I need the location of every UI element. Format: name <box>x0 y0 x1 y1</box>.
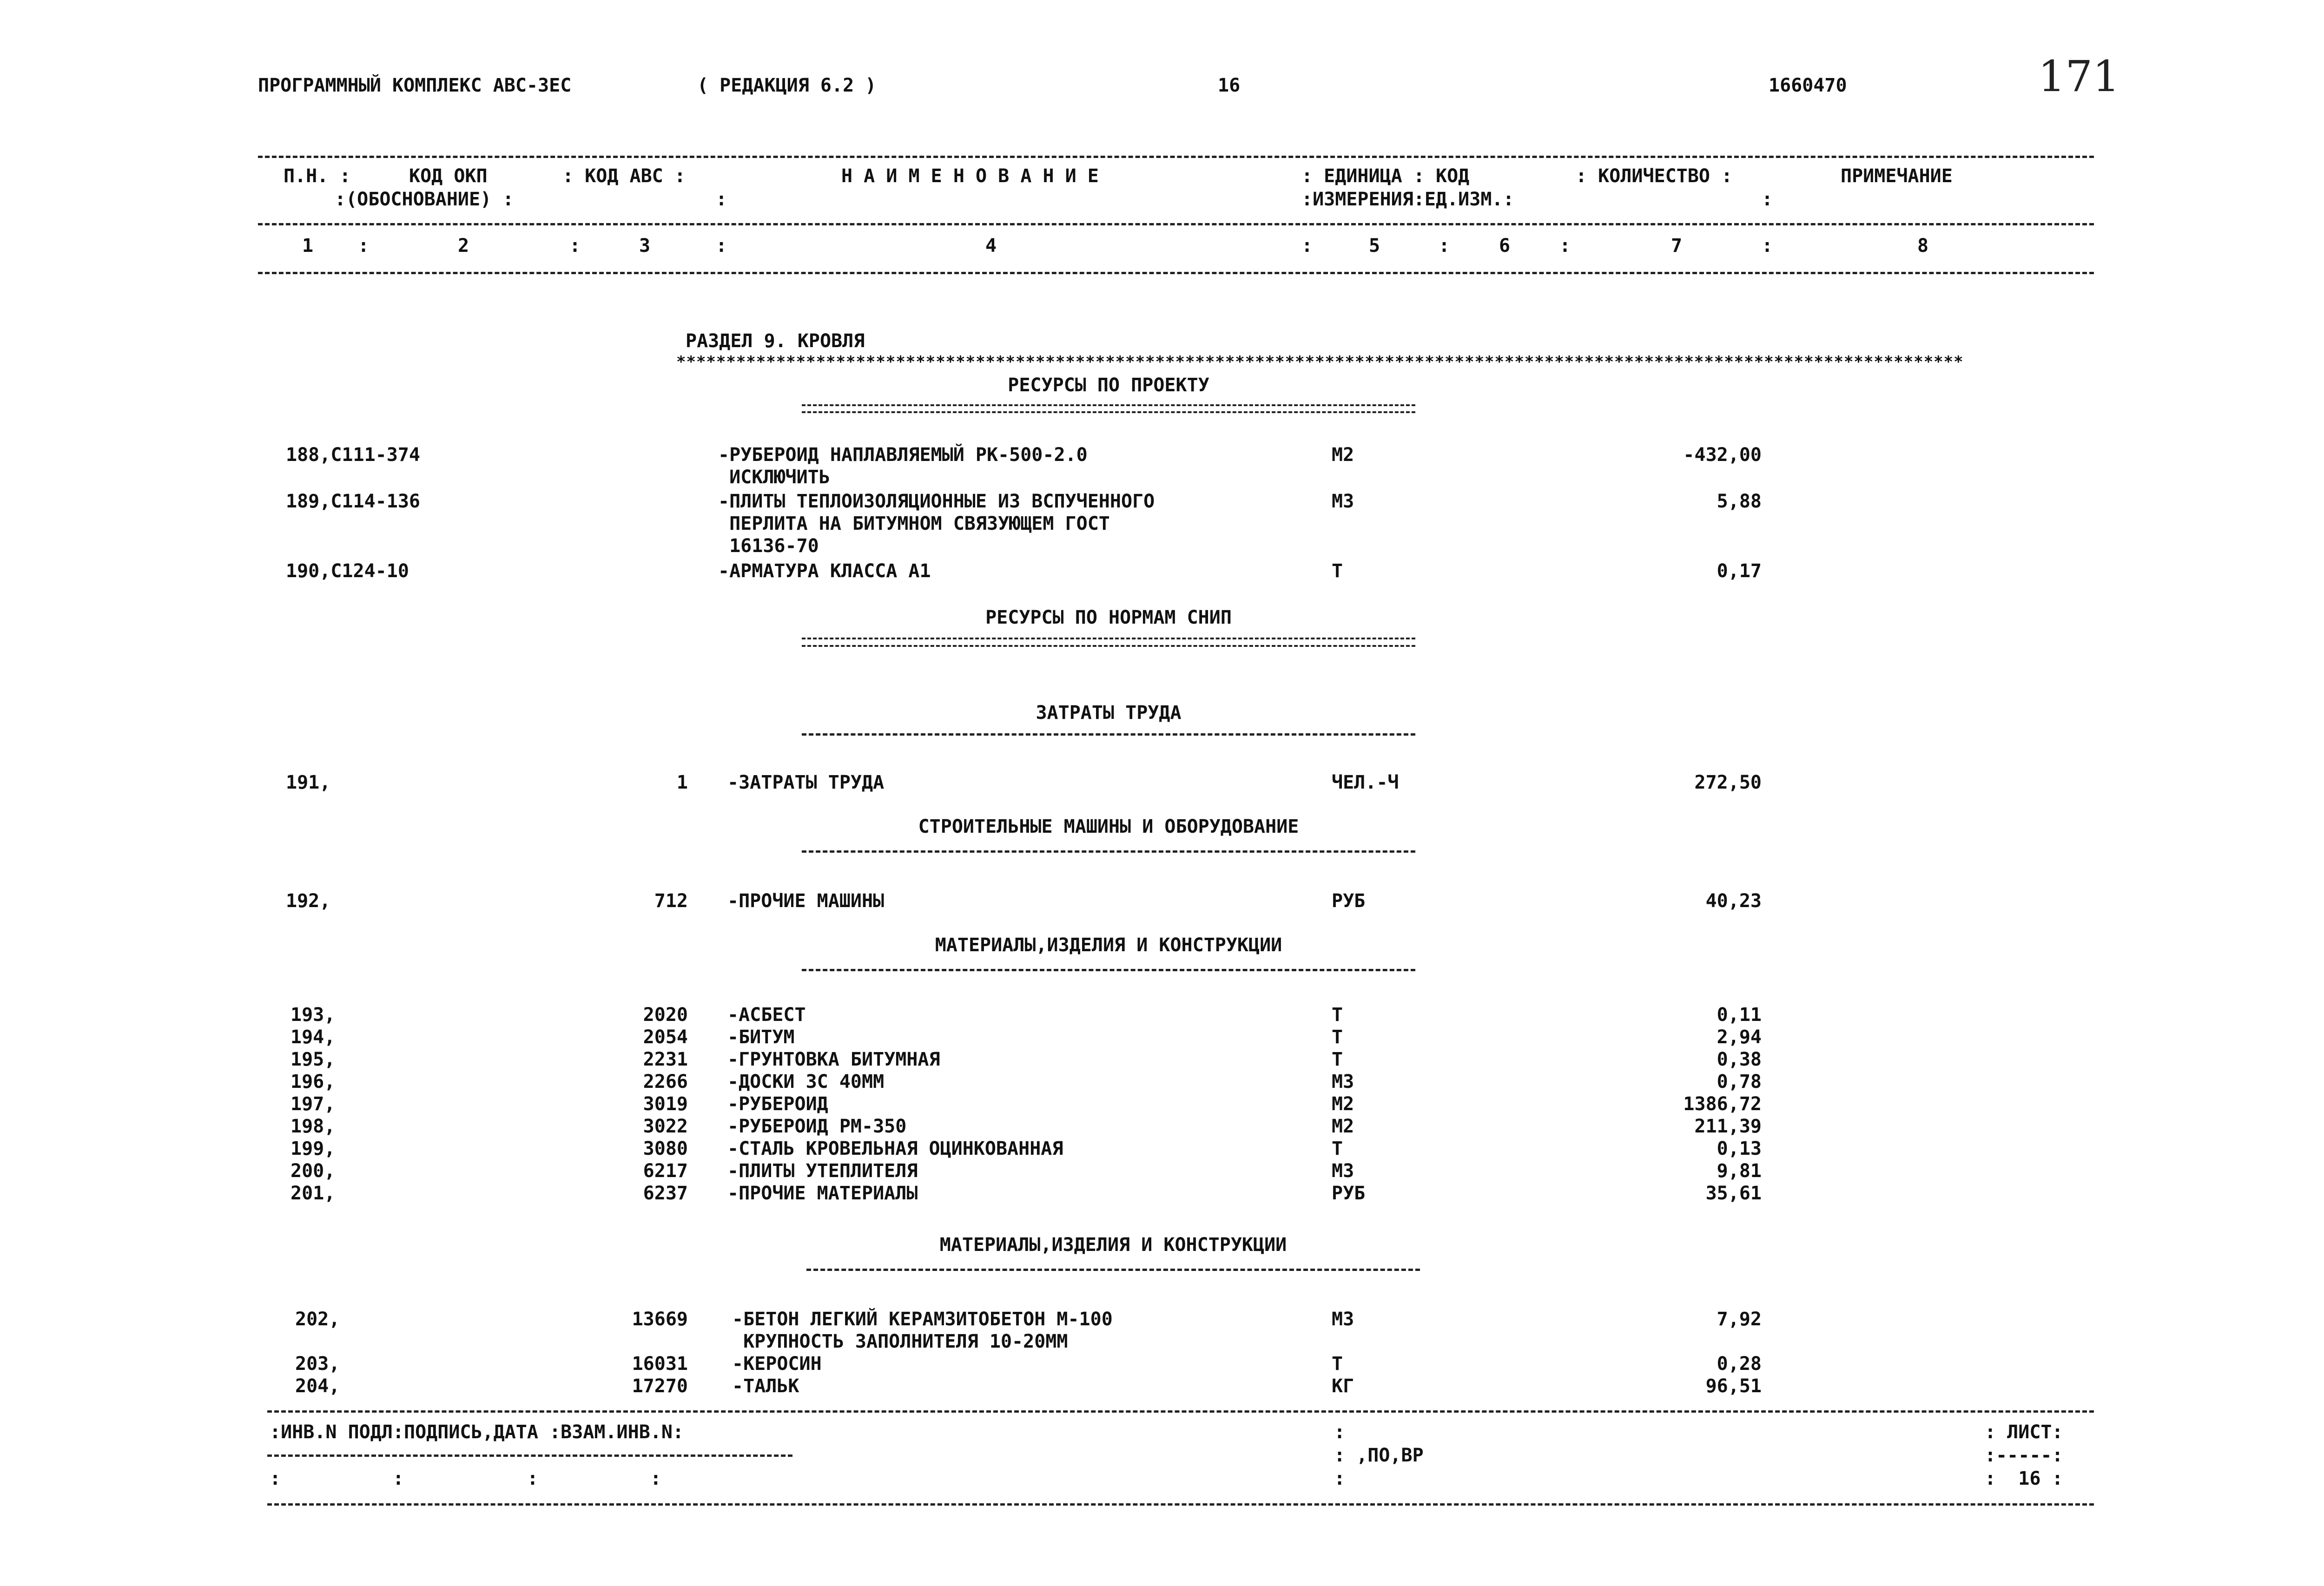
heading-underline <box>802 638 1415 639</box>
col-number-4: 4 <box>985 235 997 257</box>
row-quantity: 211,39 <box>1694 1116 1762 1137</box>
signature-block-rule <box>267 1454 792 1457</box>
row-position: 196, <box>290 1071 336 1092</box>
row-name: -ПРОЧИЕ МАШИНЫ <box>727 890 885 912</box>
stamp-center-text: : ,ПО,ВР <box>1334 1445 1424 1466</box>
resources-norms-heading: РЕСУРСЫ ПО НОРМАМ СНИП <box>985 607 1232 628</box>
row-name-cont: КРУПНОСТЬ ЗАПОЛНИТЕЛЯ 10-20ММ <box>732 1331 1068 1352</box>
row-quantity: 9,81 <box>1717 1160 1762 1182</box>
row-name-cont: ПЕРЛИТА НА БИТУМНОМ СВЯЗУЮЩЕМ ГОСТ <box>718 513 1110 534</box>
header-col-unit-code: :ИЗМЕРЕНИЯ:ЕД.ИЗМ.: <box>1301 189 1514 210</box>
row-name: -РУБЕРОИД <box>727 1093 828 1115</box>
header-col-pn: П.Н. : <box>284 165 351 187</box>
row-name-cont: ИСКЛЮЧИТЬ <box>718 467 830 488</box>
row-name: -ПЛИТЫ УТЕПЛИТЕЛЯ <box>727 1160 918 1182</box>
header-col-unit: : ЕДИНИЦА : КОД <box>1301 165 1470 187</box>
row-quantity: 0,11 <box>1717 1004 1762 1026</box>
row-unit: М2 <box>1332 444 1354 466</box>
row-unit: М3 <box>1332 1071 1354 1092</box>
row-name: -ПЛИТЫ ТЕПЛОИЗОЛЯЦИОННЫЕ ИЗ ВСПУЧЕННОГО <box>718 491 1155 512</box>
row-name: -АРМАТУРА КЛАССА А1 <box>718 560 931 582</box>
document-code: 1660470 <box>1769 75 1847 96</box>
section-title: РАЗДЕЛ 9. КРОВЛЯ <box>686 330 865 352</box>
row-unit: М2 <box>1332 1116 1354 1137</box>
row-position: 195, <box>290 1049 336 1070</box>
row-abc-code: 3019 <box>643 1093 688 1115</box>
page-number: 16 <box>1218 75 1241 96</box>
row-unit: ЧЕЛ.-Ч <box>1332 772 1399 793</box>
row-name: -РУБЕРОИД НАПЛАВЛЯЕМЫЙ РК-500-2.0 <box>718 444 1088 466</box>
handwritten-sheet-number: 171 <box>2038 52 2120 101</box>
footer-bottom-rule <box>267 1503 2094 1506</box>
row-quantity: 0,13 <box>1717 1138 1762 1159</box>
row-unit: Т <box>1332 1353 1343 1375</box>
row-quantity: -432,00 <box>1683 444 1762 466</box>
row-quantity: 1386,72 <box>1683 1093 1762 1115</box>
program-title: ПРОГРАММНЫЙ КОМПЛЕКС АВС-3ЕС <box>258 75 572 96</box>
sheet-number: : 16 : <box>1985 1468 2063 1489</box>
row-abc-code: 17270 <box>632 1375 688 1397</box>
col-number-6: 6 <box>1499 235 1511 257</box>
col-separator: : <box>1301 235 1313 257</box>
row-position: 203, <box>295 1353 340 1375</box>
col-separator: : <box>358 235 370 257</box>
row-position: 198, <box>290 1116 336 1137</box>
table-top-rule <box>258 156 2094 158</box>
heading-underline <box>802 645 1415 647</box>
row-position: 188,С111-374 <box>286 444 420 466</box>
row-name: -ПРОЧИЕ МАТЕРИАЛЫ <box>727 1183 918 1204</box>
row-abc-code: 1 <box>676 772 688 793</box>
header-col-abc: : КОД АВС : <box>562 165 686 187</box>
row-abc-code: 2231 <box>643 1049 688 1070</box>
row-position: 189,С114-136 <box>286 491 420 512</box>
row-name: -ГРУНТОВКА БИТУМНАЯ <box>727 1049 940 1070</box>
edition-label: ( РЕДАКЦИЯ 6.2 ) <box>697 75 877 96</box>
header-col-okp-basis: :(ОБОСНОВАНИЕ) : <box>335 189 514 210</box>
row-name: -СТАЛЬ КРОВЕЛЬНАЯ ОЦИНКОВАННАЯ <box>727 1138 1063 1159</box>
col-number-1: 1 <box>302 235 314 257</box>
row-name-cont: 16136-70 <box>718 535 819 557</box>
row-abc-code: 712 <box>654 890 688 912</box>
row-position: 194, <box>290 1027 336 1048</box>
row-position: 192, <box>286 890 331 912</box>
row-unit: Т <box>1332 1138 1343 1159</box>
row-unit: Т <box>1332 560 1343 582</box>
row-unit: РУБ <box>1332 1183 1366 1204</box>
col-separator: : <box>1439 235 1450 257</box>
col-separator: : <box>1762 235 1773 257</box>
header-col-name: Н А И М Е Н О В А Н И Е <box>841 165 1099 187</box>
heading-underline <box>802 411 1415 413</box>
row-name: -ТАЛЬК <box>732 1375 799 1397</box>
row-name: -БИТУМ <box>727 1027 795 1048</box>
materials-heading-2: МАТЕРИАЛЫ,ИЗДЕЛИЯ И КОНСТРУКЦИИ <box>939 1234 1287 1256</box>
row-position: 191, <box>286 772 331 793</box>
row-unit: М3 <box>1332 491 1354 512</box>
row-position: 197, <box>290 1093 336 1115</box>
row-abc-code: 3022 <box>643 1116 688 1137</box>
row-quantity: 0,78 <box>1717 1071 1762 1092</box>
row-name: -РУБЕРОИД РМ-350 <box>727 1116 907 1137</box>
row-position: 202, <box>295 1309 340 1330</box>
row-quantity: 272,50 <box>1694 772 1762 793</box>
row-quantity: 2,94 <box>1717 1027 1762 1048</box>
col-number-3: 3 <box>639 235 651 257</box>
row-unit: М3 <box>1332 1160 1354 1182</box>
sheet-label: : ЛИСТ: <box>1985 1421 2063 1443</box>
col-separator: : <box>569 235 581 257</box>
row-name: -КЕРОСИН <box>732 1353 822 1375</box>
row-quantity: 35,61 <box>1705 1183 1762 1204</box>
col-number-8: 8 <box>1917 235 1929 257</box>
row-unit: КГ <box>1332 1375 1354 1397</box>
labor-heading: ЗАТРАТЫ ТРУДА <box>1036 702 1182 724</box>
stamp-center-separator: : <box>1334 1421 1346 1443</box>
signature-block-cells: : : : : <box>270 1468 661 1489</box>
header-col-note: ПРИМЕЧАНИЕ <box>1841 165 1953 187</box>
row-abc-code: 16031 <box>632 1353 688 1375</box>
col-number-7: 7 <box>1671 235 1683 257</box>
row-abc-code: 6217 <box>643 1160 688 1182</box>
col-number-5: 5 <box>1369 235 1380 257</box>
col-separator: : <box>716 235 727 257</box>
col-separator: : <box>1559 235 1571 257</box>
heading-underline <box>802 850 1415 853</box>
row-position: 193, <box>290 1004 336 1026</box>
row-quantity: 0,17 <box>1717 560 1762 582</box>
col-number-2: 2 <box>458 235 469 257</box>
resources-project-heading: РЕСУРСЫ ПО ПРОЕКТУ <box>1008 375 1209 396</box>
row-unit: РУБ <box>1332 890 1366 912</box>
row-name: -ЗАТРАТЫ ТРУДА <box>727 772 885 793</box>
row-abc-code: 6237 <box>643 1183 688 1204</box>
row-unit: М2 <box>1332 1093 1354 1115</box>
row-name: -АСБЕСТ <box>727 1004 806 1026</box>
header-col-okp: КОД ОКП <box>409 165 488 187</box>
header-bottom-rule <box>258 272 2094 274</box>
heading-underline <box>802 404 1415 406</box>
row-unit: Т <box>1332 1004 1343 1026</box>
row-name: -ДОСКИ 3С 40ММ <box>727 1071 885 1092</box>
heading-underline <box>806 1269 1420 1271</box>
row-unit: Т <box>1332 1027 1343 1048</box>
row-abc-code: 2054 <box>643 1027 688 1048</box>
row-position: 200, <box>290 1160 336 1182</box>
row-quantity: 5,88 <box>1717 491 1762 512</box>
row-unit: Т <box>1332 1049 1343 1070</box>
row-abc-code: 2266 <box>643 1071 688 1092</box>
header-mid-rule <box>258 223 2094 225</box>
row-quantity: 7,92 <box>1717 1309 1762 1330</box>
row-abc-code: 13669 <box>632 1309 688 1330</box>
footer-top-rule <box>267 1410 2094 1413</box>
row-position: 204, <box>295 1375 340 1397</box>
row-position: 201, <box>290 1183 336 1204</box>
stamp-center-separator: : <box>1334 1468 1346 1489</box>
row-position: 190,С124-10 <box>286 560 409 582</box>
materials-heading: МАТЕРИАЛЫ,ИЗДЕЛИЯ И КОНСТРУКЦИИ <box>935 934 1282 956</box>
sheet-rule: :-----: <box>1985 1445 2063 1466</box>
machines-heading: СТРОИТЕЛЬНЫЕ МАШИНЫ И ОБОРУДОВАНИЕ <box>918 816 1299 837</box>
row-quantity: 40,23 <box>1705 890 1762 912</box>
row-position: 199, <box>290 1138 336 1159</box>
heading-underline <box>802 733 1415 736</box>
row-unit: М3 <box>1332 1309 1354 1330</box>
header-col-qty-sep: : <box>1762 189 1773 210</box>
header-col-qty: : КОЛИЧЕСТВО : <box>1576 165 1733 187</box>
section-title-underline: ********************************************************************************************************************************* <box>676 353 1964 371</box>
row-quantity: 96,51 <box>1705 1375 1762 1397</box>
row-abc-code: 2020 <box>643 1004 688 1026</box>
header-col-abc-sep: : <box>716 189 727 210</box>
signature-block-header: :ИНВ.N ПОДЛ:ПОДПИСЬ,ДАТА :ВЗАМ.ИНВ.N: <box>270 1421 684 1443</box>
heading-underline <box>802 969 1415 971</box>
row-quantity: 0,38 <box>1717 1049 1762 1070</box>
row-name: -БЕТОН ЛЕГКИЙ КЕРАМЗИТОБЕТОН М-100 <box>732 1309 1113 1330</box>
row-quantity: 0,28 <box>1717 1353 1762 1375</box>
row-abc-code: 3080 <box>643 1138 688 1159</box>
